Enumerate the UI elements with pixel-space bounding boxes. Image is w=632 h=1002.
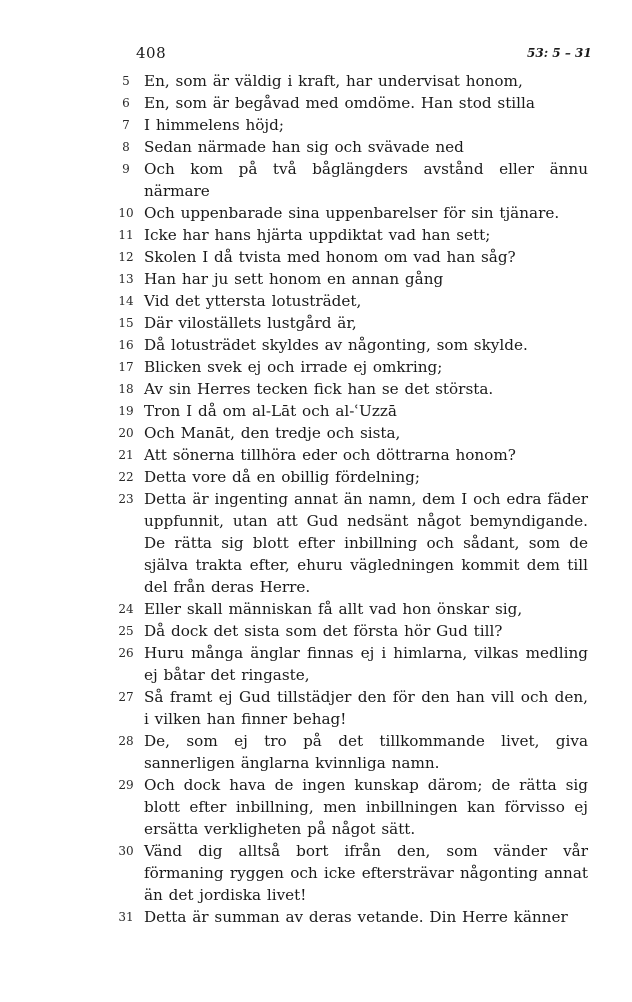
- verse-text: Vid det yttersta lotusträdet,: [144, 292, 362, 310]
- verse-row: [108, 70, 588, 92]
- verse-text: Och kom på två båglängders avstånd eller ännu närmare: [144, 160, 588, 200]
- verse-number: 14: [118, 294, 134, 308]
- verse-text: Detta är summan av deras vetande. Din Herre känner: [144, 908, 568, 926]
- verse-text: Sedan närmade han sig och svävade ned: [144, 138, 464, 156]
- verse-row: [108, 840, 588, 906]
- verse-row: [108, 642, 588, 686]
- verse-text: Skolen I då tvista med honom om vad han såg?: [144, 248, 516, 266]
- verse-text: Då lotusträdet skyldes av någonting, som skylde.: [144, 336, 528, 354]
- verse-row: [108, 488, 588, 598]
- verse-number: 10: [118, 206, 134, 220]
- verse-text: En, som är begåvad med omdöme. Han stod stilla: [144, 94, 535, 112]
- verse-row: [108, 400, 588, 422]
- verse-row: [108, 136, 588, 158]
- verse-text: Då dock det sista som det första hör Gud till?: [144, 622, 503, 640]
- verse-row: [108, 466, 588, 488]
- verse-number: 6: [122, 96, 130, 110]
- verse-list: [108, 70, 588, 928]
- verse-text: Tron I då om al-Lāt och al-ʿUzzā: [144, 402, 397, 420]
- verse-number: 25: [118, 624, 134, 638]
- verse-number: 8: [122, 140, 130, 154]
- verse-text: Huru många änglar finnas ej i himlarna, vilkas medling ej båtar det ringaste,: [144, 644, 588, 684]
- verse-row: [108, 730, 588, 774]
- verse-number: 30: [118, 844, 134, 858]
- verse-row: [108, 224, 588, 246]
- verse-number: 21: [118, 448, 134, 462]
- verse-number: 24: [118, 602, 134, 616]
- verse-row: [108, 246, 588, 268]
- verse-number: 16: [118, 338, 134, 352]
- verse-row: [108, 202, 588, 224]
- verse-number: 31: [118, 910, 134, 924]
- verse-text: Vänd dig alltså bort ifrån den, som vänder vår förmaning ryggen och icke eftersträvar någonting annat än det jordiska livet!: [144, 842, 588, 904]
- verse-text: Att sönerna tillhöra eder och döttrarna honom?: [144, 446, 516, 464]
- verse-row: [108, 312, 588, 334]
- verse-text: Eller skall människan få allt vad hon önskar sig,: [144, 600, 523, 618]
- verse-row: [108, 422, 588, 444]
- verse-number: 12: [118, 250, 134, 264]
- verse-number: 17: [118, 360, 134, 374]
- verse-text: Och Manāt, den tredje och sista,: [144, 424, 401, 442]
- verse-text: Blicken svek ej och irrade ej omkring;: [144, 358, 443, 376]
- verse-number: 20: [118, 426, 134, 440]
- verse-text: De, som ej tro på det tillkommande livet, giva sannerligen änglarna kvinnliga namn.: [144, 732, 588, 772]
- verse-row: [108, 686, 588, 730]
- verse-number: 15: [118, 316, 134, 330]
- verse-number: 22: [118, 470, 134, 484]
- verse-row: [108, 158, 588, 202]
- verse-text: Han har ju sett honom en annan gång: [144, 270, 444, 288]
- verse-number: 23: [118, 492, 134, 506]
- verse-number: 7: [122, 118, 130, 132]
- verse-number: 5: [122, 74, 130, 88]
- verse-text: Icke har hans hjärta uppdiktat vad han sett;: [144, 226, 491, 244]
- verse-row: [108, 620, 588, 642]
- verse-text: Detta vore då en obillig fördelning;: [144, 468, 420, 486]
- verse-text: Och dock hava de ingen kunskap därom; de rätta sig blott efter inbillning, men inbillningen kan förvisso ej ersätta verkligheten på något sätt.: [144, 776, 588, 838]
- verse-row: [108, 906, 588, 928]
- verse-number: 19: [118, 404, 134, 418]
- verse-row: [108, 774, 588, 840]
- verse-number: 26: [118, 646, 134, 660]
- verse-row: [108, 378, 588, 400]
- verse-number: 28: [118, 734, 134, 748]
- verse-row: [108, 598, 588, 620]
- verse-number: 27: [118, 690, 134, 704]
- verse-text: I himmelens höjd;: [144, 116, 284, 134]
- verse-row: [108, 290, 588, 312]
- verse-number: 9: [122, 162, 130, 176]
- verse-row: [108, 92, 588, 114]
- verse-text: Så framt ej Gud tillstädjer den för den han vill och den, i vilken han finner behag!: [144, 688, 588, 728]
- verse-text: Och uppenbarade sina uppenbarelser för sin tjänare.: [144, 204, 560, 222]
- verse-number: 13: [118, 272, 134, 286]
- verse-text: Av sin Herres tecken fick han se det största.: [144, 380, 494, 398]
- verse-number: 29: [118, 778, 134, 792]
- verse-row: [108, 356, 588, 378]
- verse-text: Där viloställets lustgård är,: [144, 314, 357, 332]
- verse-row: [108, 114, 588, 136]
- verse-text: En, som är väldig i kraft, har undervisat honom,: [144, 72, 523, 90]
- verse-row: [108, 334, 588, 356]
- verse-row: [108, 268, 588, 290]
- verse-number: 11: [118, 228, 134, 242]
- verse-row: [108, 444, 588, 466]
- page-number: 408: [136, 44, 167, 62]
- verse-text: Detta är ingenting annat än namn, dem I och edra fäder uppfunnit, utan att Gud nedsänt något bemyndigande. De rätta sig blott efter inbillning och sådant, som de själva trakta efter, ehuru vägledningen kommit dem till del från deras Herre.: [144, 490, 588, 596]
- running-head: 53: 5 – 31: [527, 46, 592, 60]
- verse-number: 18: [118, 382, 134, 396]
